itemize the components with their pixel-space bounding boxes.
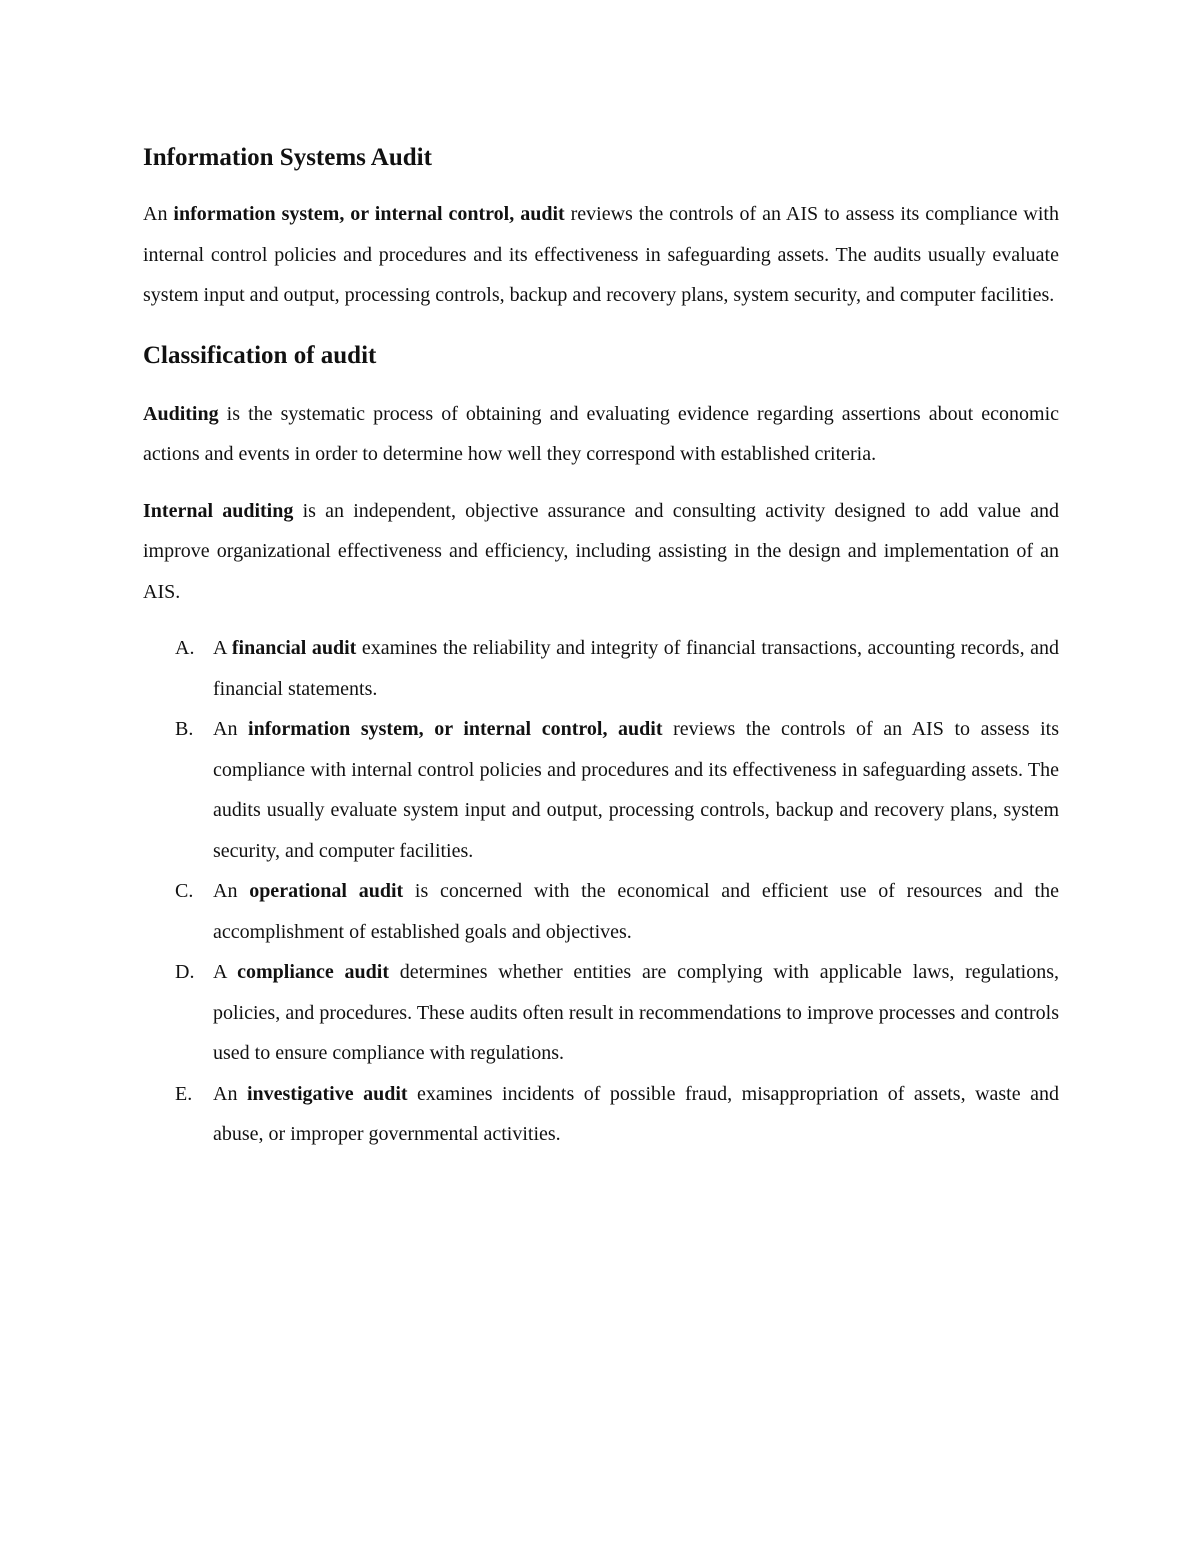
item-text-rest: is concerned with the economical and efficient use of resources and the accomplishment of established goals and objectives. (213, 880, 1059, 943)
para-bold-term: information system, or internal control, audit (173, 203, 565, 225)
list-marker: E. (175, 1082, 193, 1105)
list-marker: B. (175, 718, 194, 740)
list-marker: C. (175, 880, 194, 902)
list-item-investigative-audit (143, 1074, 1059, 1155)
item-bold-term: operational audit (249, 880, 404, 902)
list-marker: A. (175, 637, 195, 659)
item-bold-term: investigative audit (246, 1082, 408, 1105)
list-item-financial-audit (143, 628, 1059, 709)
para-text-start: An (143, 203, 174, 225)
para-text-rest: is the systematic process of obtaining and evaluating evidence regarding assertions about economic actions and events in order to determine how well they correspond with established criteria. (143, 402, 1059, 465)
item-text-rest: reviews the controls of an AIS to assess its compliance with internal control policies and procedures and its effectiveness in safeguarding assets. The audits usually evaluate system input and output, processing controls, backup and recovery plans, system security, and computer facilities. (213, 718, 1059, 862)
item-bold-term: compliance audit (237, 961, 389, 983)
para-bold-term: Internal auditing (143, 499, 294, 522)
document-page (143, 138, 1059, 1155)
audit-types-list (143, 628, 1059, 1155)
item-text-start: An (213, 880, 250, 902)
paragraph-internal-auditing (143, 491, 1059, 613)
list-marker: D. (175, 961, 195, 983)
para-bold-term: Auditing (143, 402, 219, 425)
paragraph-is-audit (143, 194, 1059, 316)
paragraph-auditing (143, 394, 1059, 475)
item-text-rest: examines the reliability and integrity of financial transactions, accounting records, and financial statements. (213, 637, 1059, 700)
item-text-start: A (213, 961, 238, 983)
list-item-operational-audit (143, 871, 1059, 952)
item-text-rest: examines incidents of possible fraud, misappropriation of assets, waste and abuse, or improper governmental activities. (213, 1082, 1059, 1145)
para-text-rest: reviews the controls of an AIS to assess its compliance with internal control policies and procedures and its effectiveness in safeguarding assets. The audits usually evaluate system input and output, processing controls, backup and recovery plans, system security, and computer facilities. (143, 203, 1059, 306)
item-bold-term: financial audit (231, 637, 357, 659)
heading-information-systems-audit: Information Systems Audit (143, 144, 432, 171)
item-text-start: An (213, 718, 249, 740)
list-item-compliance-audit (143, 952, 1059, 1074)
heading-classification-of-audit: Classification of audit (143, 341, 377, 369)
para-text-rest: is an independent, objective assurance and consulting activity designed to add value and improve organizational effectiveness and efficiency, including assisting in the design and implementation of an AIS. (143, 499, 1059, 603)
item-bold-term: information system, or internal control, audit (248, 718, 663, 740)
item-text-start: An (213, 1082, 247, 1105)
list-item-information-system-audit (143, 709, 1059, 871)
item-text-rest: determines whether entities are complying with applicable laws, regulations, policies, and procedures. These audits often result in recommendations to improve processes and controls used to ensure compliance with regulations. (213, 961, 1059, 1064)
item-text-start: A (213, 637, 232, 659)
